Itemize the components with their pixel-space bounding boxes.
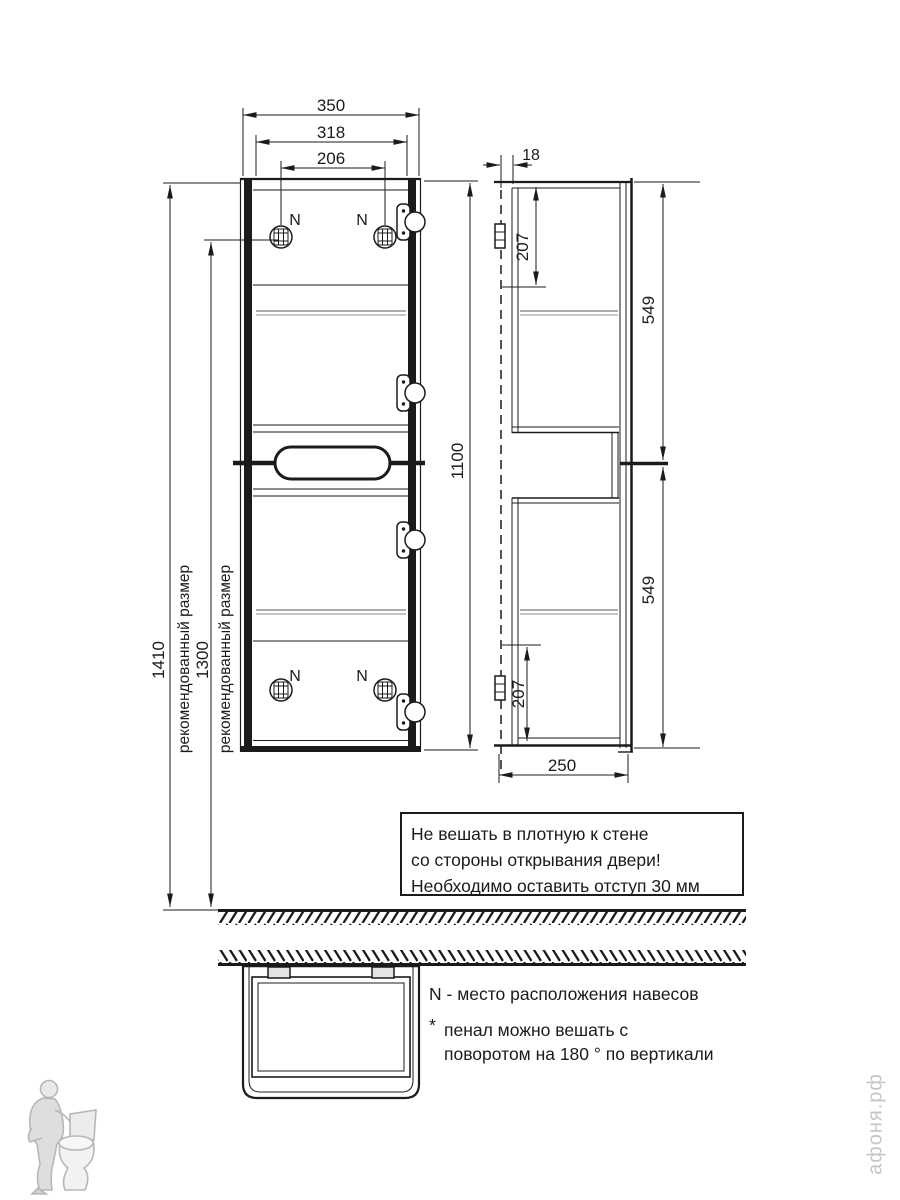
dim-18-label: 18 (522, 147, 540, 164)
plumber-logo-watermark (28, 1081, 96, 1195)
legend-mounts-note: N - место расположения навесов (429, 984, 699, 1004)
mount-label-n: N (356, 212, 368, 229)
warning-note-line3: Необходимо оставить отступ 30 мм (411, 876, 700, 896)
recommended-size-label-1: рекомендованный размер (176, 564, 193, 754)
legend-footnote-marker: * (429, 1015, 436, 1035)
front-view (233, 178, 425, 752)
dim-318-label: 318 (316, 123, 346, 142)
legend-footnote-line2: поворотом на 180 ° по вертикали (444, 1044, 714, 1064)
handle-recess (275, 447, 390, 479)
wall-bracket-icon (495, 224, 505, 248)
dim-1300-label: 1300 (193, 641, 212, 679)
dimension-lines (163, 108, 700, 907)
dim-350-label: 350 (316, 96, 346, 115)
wall-bracket-icon (495, 676, 505, 700)
plan-view (243, 966, 419, 1098)
warning-note-box (400, 812, 744, 896)
dim-549-bottom-label: 549 (639, 575, 658, 605)
dim-207-top-label: 207 (513, 232, 532, 262)
warning-note-line2: со стороны открывания двери! (411, 850, 661, 870)
dim-207-bottom-label: 207 (509, 679, 528, 709)
dim-1100-label: 1100 (448, 442, 467, 480)
mount-label-n: N (356, 668, 368, 685)
site-watermark-text: афоня.рф (864, 1073, 887, 1175)
dim-1410-label: 1410 (149, 641, 168, 679)
recommended-size-label-2: рекомендованный размер (217, 564, 234, 754)
warning-note-line1: Не вешать в плотную к стене (411, 824, 649, 844)
mount-point-icon (374, 679, 396, 701)
dim-206-label: 206 (316, 149, 346, 168)
dim-549-top-label: 549 (639, 295, 658, 325)
floor-hatch (218, 912, 746, 925)
hanger-bracket-icon (268, 967, 290, 978)
wall-hatch (218, 950, 746, 963)
mount-label-n: N (289, 668, 301, 685)
dim-250-label: 250 (547, 756, 577, 775)
mount-point-icon (374, 226, 396, 248)
mount-label-n: N (289, 212, 301, 229)
ground-hatch-lines (163, 910, 746, 965)
legend-footnote-line1: пенал можно вешать с (444, 1020, 629, 1040)
hanger-bracket-icon (372, 967, 394, 978)
